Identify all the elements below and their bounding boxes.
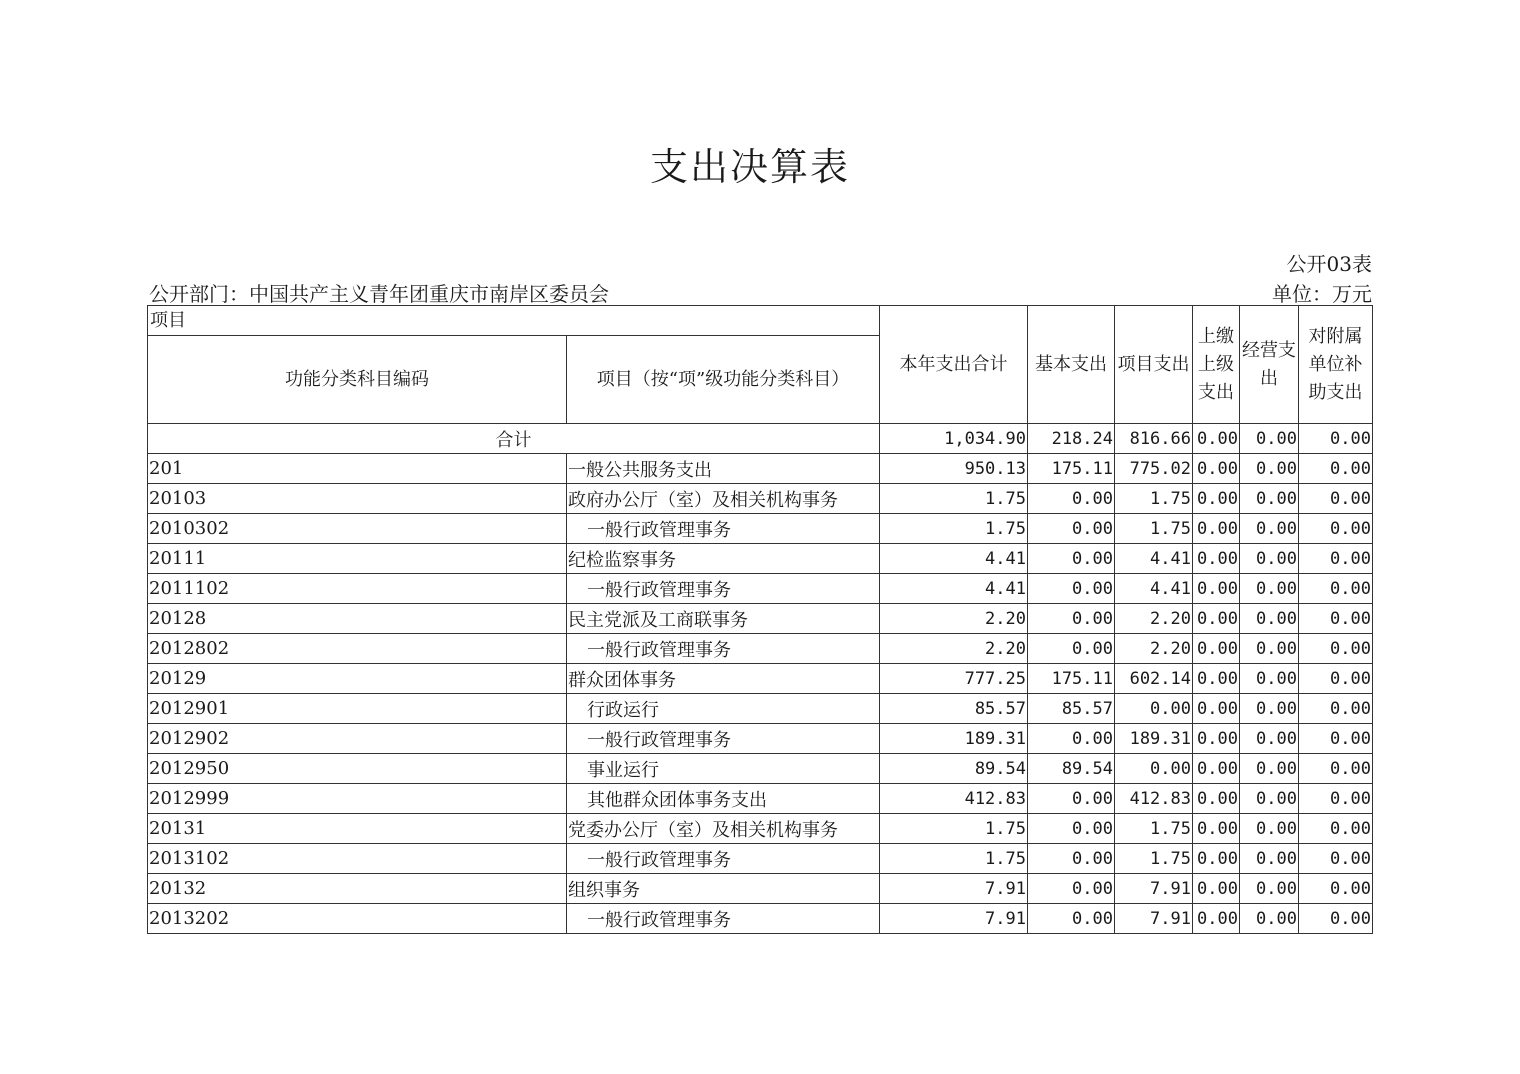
cell-subsidiary: 0.00 [1299,634,1373,664]
cell-upper: 0.00 [1193,724,1240,754]
cell-project: 7.91 [1115,874,1193,904]
cell-subsidiary: 0.00 [1299,664,1373,694]
cell-basic: 0.00 [1028,844,1115,874]
cell-project: 189.31 [1115,724,1193,754]
header-basic: 基本支出 [1028,306,1115,424]
cell-operating: 0.00 [1240,574,1299,604]
cell-name: 一般行政管理事务 [567,514,880,544]
cell-project: 0.00 [1115,754,1193,784]
cell-total: 2.20 [880,634,1028,664]
header-code: 功能分类科目编码 [148,336,567,424]
cell-total: 85.57 [880,694,1028,724]
table-row [148,514,1373,544]
cell-project: 412.83 [1115,784,1193,814]
cell-operating: 0.00 [1240,514,1299,544]
cell-code: 2012902 [148,724,567,754]
cell-name: 组织事务 [567,874,880,904]
cell-project: 602.14 [1115,664,1193,694]
cell-name: 事业运行 [567,754,880,784]
cell-project: 1.75 [1115,514,1193,544]
cell-code: 20132 [148,874,567,904]
total-row [148,424,1373,454]
cell-subsidiary: 0.00 [1299,694,1373,724]
cell-project: 1.75 [1115,844,1193,874]
cell-project: 2.20 [1115,604,1193,634]
cell-project: 7.91 [1115,904,1193,934]
cell-code: 20129 [148,664,567,694]
cell-operating: 0.00 [1240,484,1299,514]
cell-code: 201 [148,454,567,484]
cell-code: 2010302 [148,514,567,544]
cell-subsidiary: 0.00 [1299,574,1373,604]
cell-basic: 0.00 [1028,484,1115,514]
cell-code: 2012802 [148,634,567,664]
cell-upper: 0.00 [1193,634,1240,664]
cell-project: 2.20 [1115,634,1193,664]
page-title: 支出决算表 [649,145,850,189]
cell-upper: 0.00 [1193,814,1240,844]
table-row [148,634,1373,664]
cell-operating: 0.00 [1240,634,1299,664]
cell-total: 1.75 [880,484,1028,514]
cell-operating: 0.00 [1240,784,1299,814]
cell-operating: 0.00 [1240,694,1299,724]
table-row [148,544,1373,574]
cell-subsidiary: 0.00 [1299,604,1373,634]
cell-basic: 0.00 [1028,544,1115,574]
cell-basic: 0.00 [1028,814,1115,844]
cell-project: 0.00 [1115,694,1193,724]
cell-name: 一般行政管理事务 [567,844,880,874]
table-row [148,814,1373,844]
total-project: 816.66 [1115,424,1193,454]
cell-subsidiary: 0.00 [1299,484,1373,514]
table-row [148,694,1373,724]
cell-subsidiary: 0.00 [1299,874,1373,904]
cell-subsidiary: 0.00 [1299,784,1373,814]
header-item: 项目（按“项”级功能分类科目） [567,336,880,424]
cell-upper: 0.00 [1193,694,1240,724]
cell-upper: 0.00 [1193,574,1240,604]
table-row [148,724,1373,754]
cell-name: 一般行政管理事务 [567,904,880,934]
cell-total: 1.75 [880,514,1028,544]
cell-subsidiary: 0.00 [1299,514,1373,544]
table-row [148,454,1373,484]
total-basic: 218.24 [1028,424,1115,454]
total-subsidiary: 0.00 [1299,424,1373,454]
cell-basic: 85.57 [1028,694,1115,724]
cell-total: 189.31 [880,724,1028,754]
cell-code: 20111 [148,544,567,574]
cell-project: 1.75 [1115,484,1193,514]
cell-basic: 0.00 [1028,604,1115,634]
cell-basic: 0.00 [1028,634,1115,664]
cell-upper: 0.00 [1193,784,1240,814]
total-operating: 0.00 [1240,424,1299,454]
cell-name: 民主党派及工商联事务 [567,604,880,634]
cell-total: 777.25 [880,664,1028,694]
cell-upper: 0.00 [1193,754,1240,784]
cell-name: 党委办公厅（室）及相关机构事务 [567,814,880,844]
cell-operating: 0.00 [1240,904,1299,934]
cell-name: 纪检监察事务 [567,544,880,574]
cell-upper: 0.00 [1193,544,1240,574]
header-project: 项目支出 [1115,306,1193,424]
cell-name: 一般行政管理事务 [567,634,880,664]
header-total: 本年支出合计 [880,306,1028,424]
cell-upper: 0.00 [1193,514,1240,544]
cell-total: 4.41 [880,544,1028,574]
cell-subsidiary: 0.00 [1299,454,1373,484]
cell-basic: 0.00 [1028,784,1115,814]
cell-basic: 0.00 [1028,724,1115,754]
header-subsidiary: 对附属单位补助支出 [1299,306,1373,424]
cell-operating: 0.00 [1240,874,1299,904]
cell-operating: 0.00 [1240,454,1299,484]
expenditure-table [147,305,1373,934]
cell-name: 群众团体事务 [567,664,880,694]
table-row [148,484,1373,514]
cell-code: 2011102 [148,574,567,604]
unit-label: 单位：万元 [1272,282,1372,306]
cell-total: 7.91 [880,904,1028,934]
cell-project: 775.02 [1115,454,1193,484]
cell-total: 1.75 [880,844,1028,874]
cell-subsidiary: 0.00 [1299,724,1373,754]
cell-code: 2013202 [148,904,567,934]
cell-total: 7.91 [880,874,1028,904]
cell-operating: 0.00 [1240,754,1299,784]
cell-project: 4.41 [1115,574,1193,604]
department-label: 公开部门：中国共产主义青年团重庆市南岸区委员会 [149,282,609,306]
cell-code: 20103 [148,484,567,514]
cell-upper: 0.00 [1193,874,1240,904]
cell-subsidiary: 0.00 [1299,844,1373,874]
cell-operating: 0.00 [1240,664,1299,694]
table-row [148,904,1373,934]
table-row [148,664,1373,694]
cell-total: 4.41 [880,574,1028,604]
cell-total: 950.13 [880,454,1028,484]
cell-subsidiary: 0.00 [1299,904,1373,934]
cell-basic: 175.11 [1028,664,1115,694]
cell-upper: 0.00 [1193,664,1240,694]
cell-basic: 0.00 [1028,874,1115,904]
cell-total: 2.20 [880,604,1028,634]
cell-upper: 0.00 [1193,484,1240,514]
cell-subsidiary: 0.00 [1299,814,1373,844]
cell-upper: 0.00 [1193,604,1240,634]
cell-code: 20128 [148,604,567,634]
cell-project: 4.41 [1115,544,1193,574]
cell-upper: 0.00 [1193,454,1240,484]
cell-subsidiary: 0.00 [1299,544,1373,574]
cell-code: 2012999 [148,784,567,814]
table-row [148,574,1373,604]
total-total: 1,034.90 [880,424,1028,454]
table-row [148,754,1373,784]
table-row [148,874,1373,904]
cell-total: 412.83 [880,784,1028,814]
cell-upper: 0.00 [1193,904,1240,934]
cell-basic: 0.00 [1028,514,1115,544]
cell-total: 89.54 [880,754,1028,784]
cell-operating: 0.00 [1240,604,1299,634]
cell-basic: 0.00 [1028,574,1115,604]
cell-basic: 175.11 [1028,454,1115,484]
cell-name: 政府办公厅（室）及相关机构事务 [567,484,880,514]
cell-total: 1.75 [880,814,1028,844]
cell-code: 2013102 [148,844,567,874]
cell-code: 2012950 [148,754,567,784]
cell-code: 20131 [148,814,567,844]
cell-name: 一般行政管理事务 [567,574,880,604]
table-row [148,784,1373,814]
cell-operating: 0.00 [1240,814,1299,844]
cell-name: 一般公共服务支出 [567,454,880,484]
cell-name: 行政运行 [567,694,880,724]
header-upper: 上缴上级支出 [1193,306,1240,424]
cell-name: 其他群众团体事务支出 [567,784,880,814]
cell-basic: 89.54 [1028,754,1115,784]
table-row [148,844,1373,874]
cell-upper: 0.00 [1193,844,1240,874]
cell-operating: 0.00 [1240,544,1299,574]
cell-name: 一般行政管理事务 [567,724,880,754]
table-row [148,604,1373,634]
cell-basic: 0.00 [1028,904,1115,934]
header-project-group: 项目 [148,306,880,336]
total-upper: 0.00 [1193,424,1240,454]
cell-code: 2012901 [148,694,567,724]
cell-operating: 0.00 [1240,724,1299,754]
header-operating: 经营支出 [1240,306,1299,424]
cell-operating: 0.00 [1240,844,1299,874]
cell-subsidiary: 0.00 [1299,754,1373,784]
table-number: 公开03表 [1286,252,1372,276]
cell-project: 1.75 [1115,814,1193,844]
total-label: 合计 [148,424,880,454]
